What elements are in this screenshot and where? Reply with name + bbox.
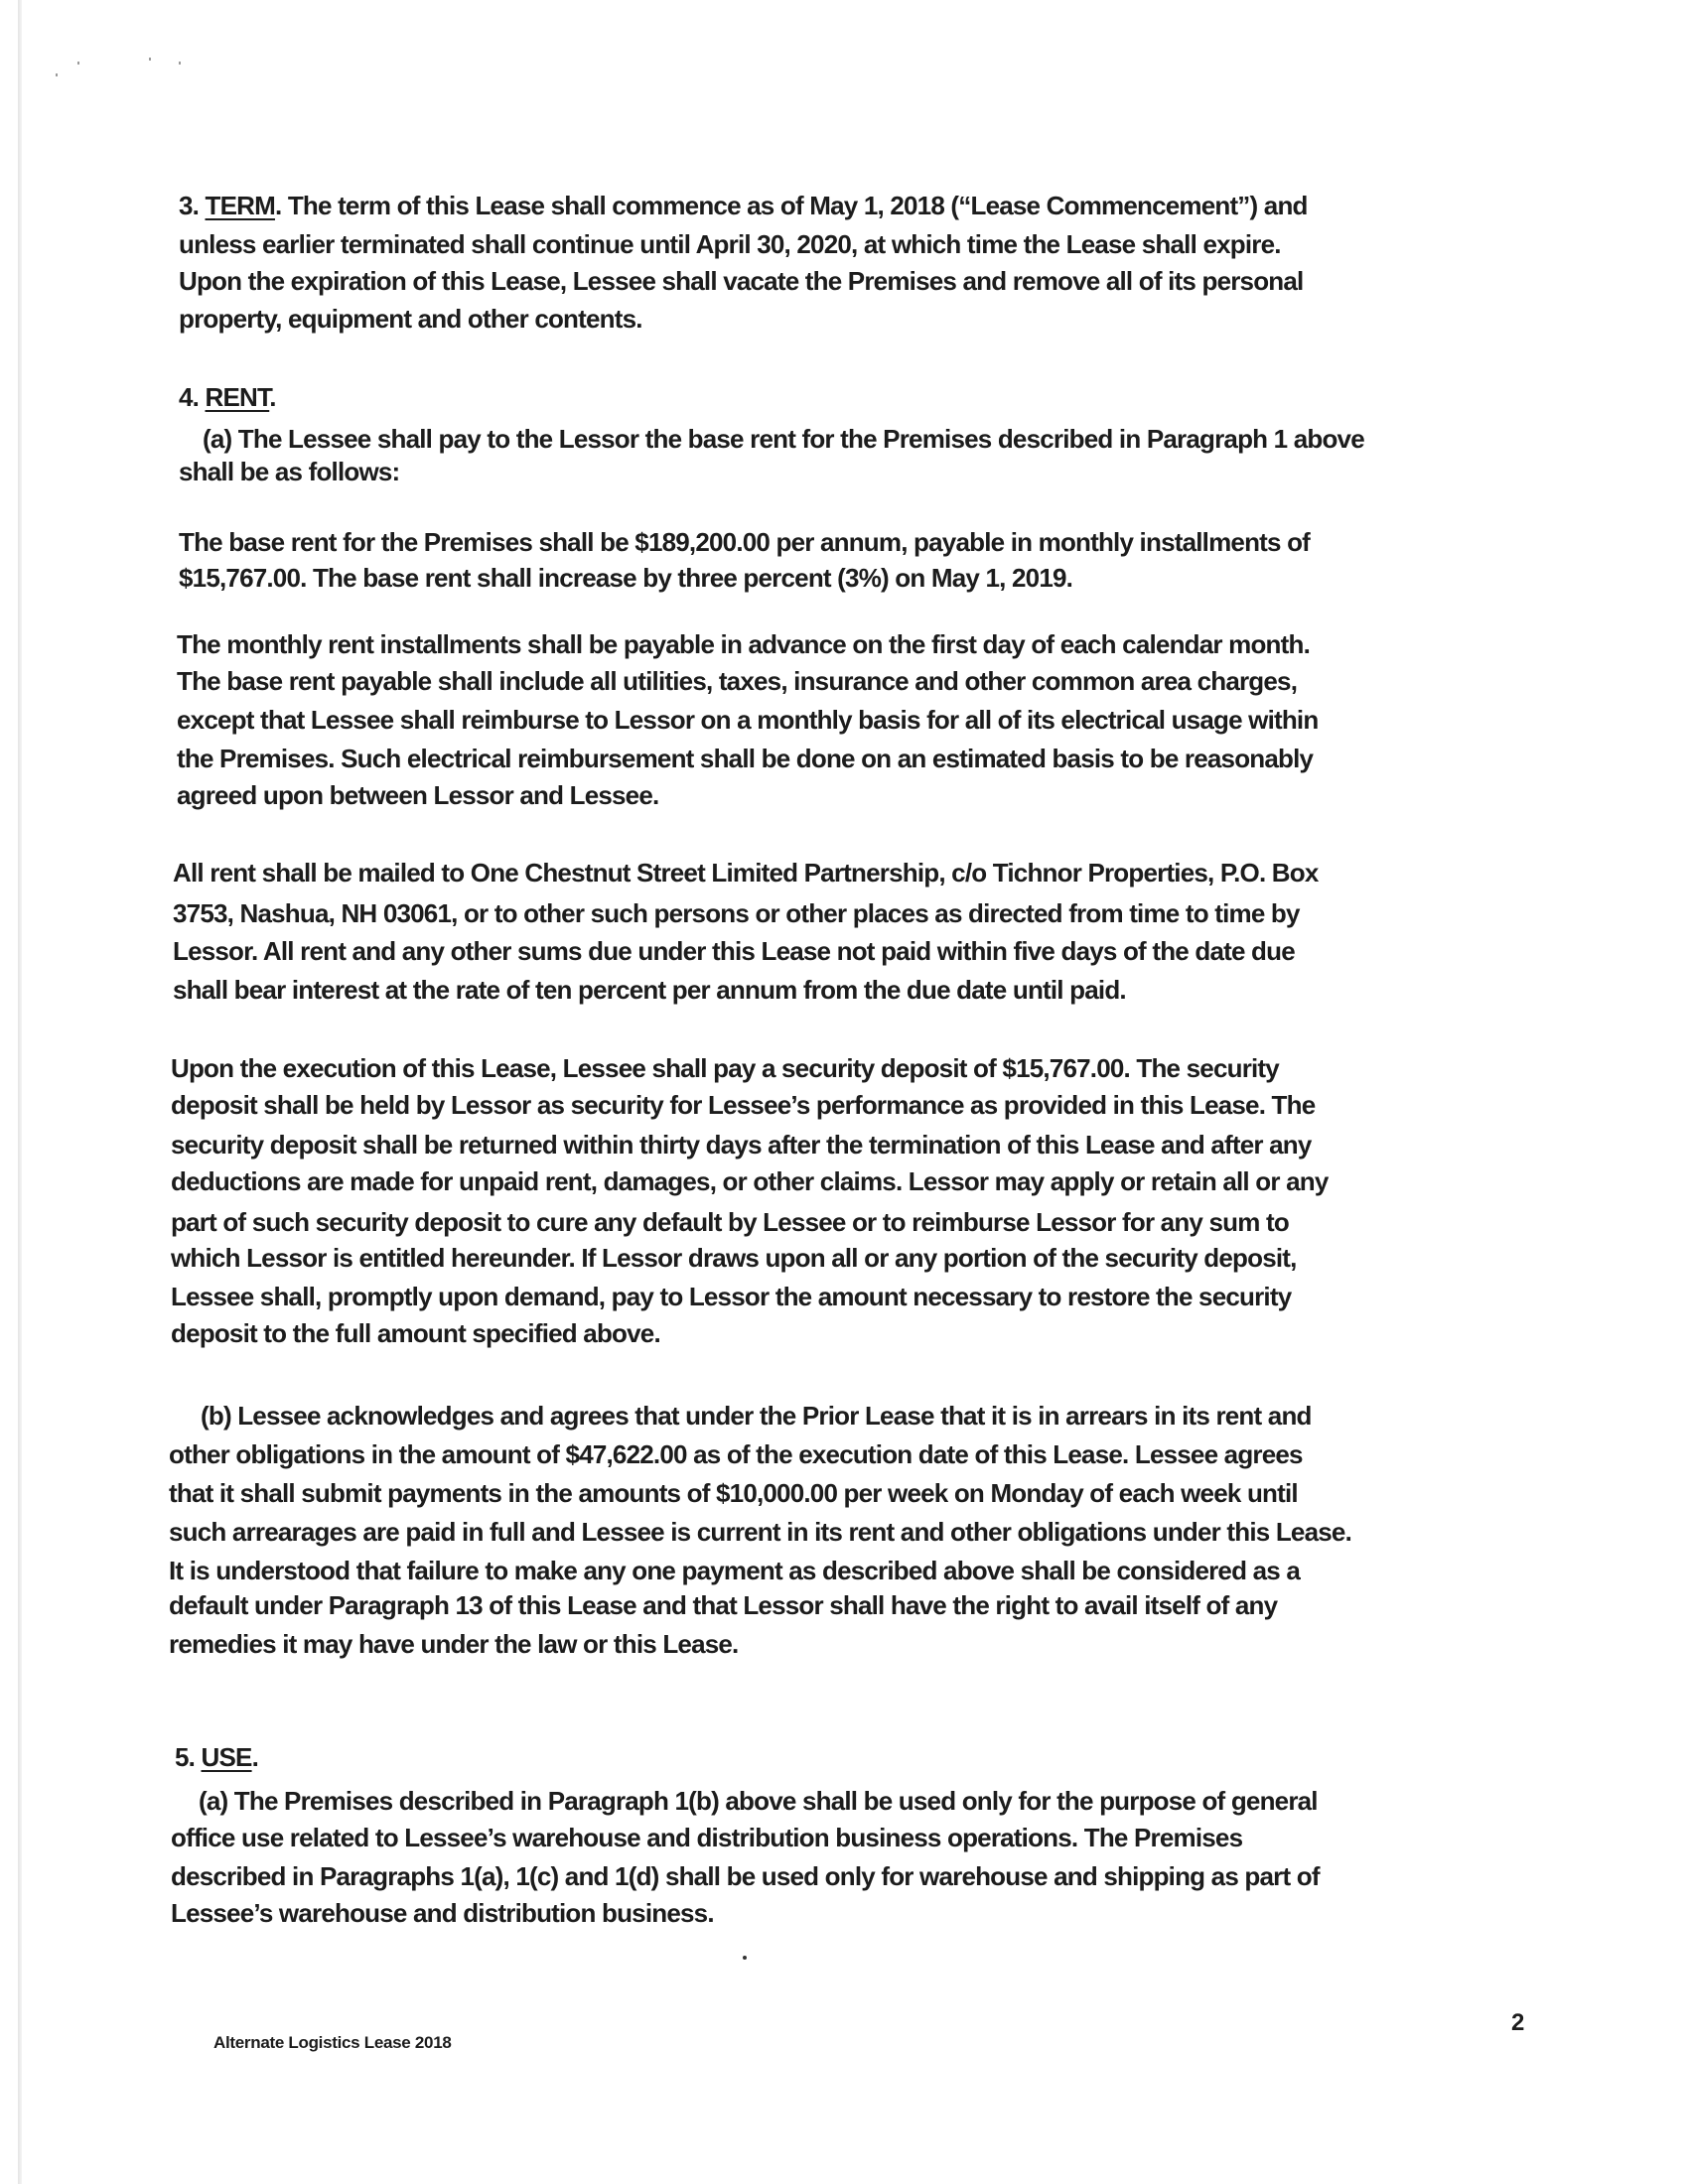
paragraph-line: . The term of this Lease shall commence as of May 1, 2018 (“Lease Commencement”) and (274, 191, 1308, 220)
paragraph-line: the Premises. Such electrical reimbursement shall be done on an estimated basis to be reasonably (177, 744, 1314, 773)
rent-heading-line (179, 382, 276, 412)
paragraph-line: Upon the execution of this Lease, Lessee shall pay a security deposit of $15,767.00. The security (171, 1053, 1279, 1083)
use-heading-line (175, 1742, 258, 1772)
paragraph-line: deposit to the full amount specified above. (171, 1318, 660, 1348)
heading-period: . (269, 382, 276, 412)
paragraph-line: (b) Lessee acknowledges and agrees that under the Prior Lease that it is in arrears in its rent and (201, 1401, 1312, 1431)
paragraph-line: such arrearages are paid in full and Lessee is current in its rent and other obligations under this Lease. (169, 1517, 1351, 1547)
scan-speck (77, 62, 79, 65)
scan-speck (149, 58, 151, 61)
scan-edge-shadow (18, 0, 22, 2184)
paragraph-line: default under Paragraph 13 of this Lease and that Lessor shall have the right to avail itself of any (169, 1590, 1278, 1620)
heading-period: . (251, 1742, 259, 1772)
scan-speck (179, 62, 181, 65)
paragraph-line: described in Paragraphs 1(a), 1(c) and 1(d) shall be used only for warehouse and shipping as part of (171, 1861, 1320, 1891)
paragraph-line: It is understood that failure to make any one payment as described above shall be considered as a (169, 1556, 1300, 1585)
term-first-line (179, 191, 1308, 220)
paragraph-line: The base rent for the Premises shall be $189,200.00 per annum, payable in monthly installments of (179, 527, 1311, 557)
footer-document-title: Alternate Logistics Lease 2018 (213, 2033, 452, 2052)
stray-mark (743, 1956, 747, 1960)
paragraph-line: All rent shall be mailed to One Chestnut Street Limited Partnership, c/o Tichnor Properties, P.O. Box (173, 858, 1319, 887)
paragraph-line: except that Lessee shall reimburse to Lessor on a monthly basis for all of its electrical usage within (177, 705, 1319, 735)
paragraph-line: (a) The Premises described in Paragraph 1(b) above shall be used only for the purpose of general (199, 1786, 1318, 1816)
paragraph-line: The monthly rent installments shall be payable in advance on the first day of each calendar month. (177, 629, 1310, 659)
paragraph-line: agreed upon between Lessor and Lessee. (177, 780, 659, 810)
paragraph-line: which Lessor is entitled hereunder. If Lessor draws upon all or any portion of the security deposit, (171, 1243, 1297, 1273)
scan-speck (56, 73, 58, 76)
paragraph-line: deductions are made for unpaid rent, damages, or other claims. Lessor may apply or retain all or any (171, 1166, 1329, 1196)
section-heading-use: USE (201, 1742, 252, 1772)
page-number: 2 (1511, 2009, 1525, 2036)
paragraph-line: shall bear interest at the rate of ten percent per annum from the due date until paid. (173, 975, 1126, 1005)
paragraph-line: deposit shall be held by Lessor as security for Lessee’s performance as provided in this Lease. The (171, 1090, 1316, 1120)
paragraph-line: $15,767.00. The base rent shall increase by three percent (3%) on May 1, 2019. (179, 563, 1073, 593)
paragraph-line: that it shall submit payments in the amounts of $10,000.00 per week on Monday of each week until (169, 1478, 1298, 1508)
paragraph-line: 3753, Nashua, NH 03061, or to other such persons or other places as directed from time to time by (173, 898, 1300, 928)
paragraph-line: part of such security deposit to cure any default by Lessee or to reimburse Lessor for any sum to (171, 1207, 1289, 1237)
paragraph-line: Upon the expiration of this Lease, Lessee shall vacate the Premises and remove all of its personal (179, 266, 1304, 296)
paragraph-line: office use related to Lessee’s warehouse and distribution business operations. The Premises (171, 1823, 1243, 1852)
paragraph-line: unless earlier terminated shall continue until April 30, 2020, at which time the Lease shall expire. (179, 229, 1281, 259)
paragraph-line: security deposit shall be returned within thirty days after the termination of this Lease and after any (171, 1130, 1312, 1160)
paragraph-line: (a) The Lessee shall pay to the Lessor the base rent for the Premises described in Paragraph 1 above (203, 424, 1364, 454)
section-heading-rent: RENT (205, 382, 270, 412)
paragraph-line: remedies it may have under the law or this Lease. (169, 1629, 739, 1659)
section-number: 4. (179, 382, 206, 412)
paragraph-line: Lessee’s warehouse and distribution business. (171, 1898, 714, 1928)
section-heading-term: TERM (205, 191, 275, 220)
paragraph-line: shall be as follows: (179, 457, 400, 486)
paragraph-line: Lessee shall, promptly upon demand, pay to Lessor the amount necessary to restore the security (171, 1282, 1292, 1311)
paragraph-line: Lessor. All rent and any other sums due under this Lease not paid within five days of the date due (173, 936, 1295, 966)
paragraph-line: other obligations in the amount of $47,622.00 as of the execution date of this Lease. Lessee agrees (169, 1439, 1303, 1469)
section-number: 5. (175, 1742, 202, 1772)
paragraph-line: property, equipment and other contents. (179, 304, 642, 334)
section-number: 3. (179, 191, 206, 220)
paragraph-line: The base rent payable shall include all utilities, taxes, insurance and other common area charges, (177, 666, 1298, 696)
